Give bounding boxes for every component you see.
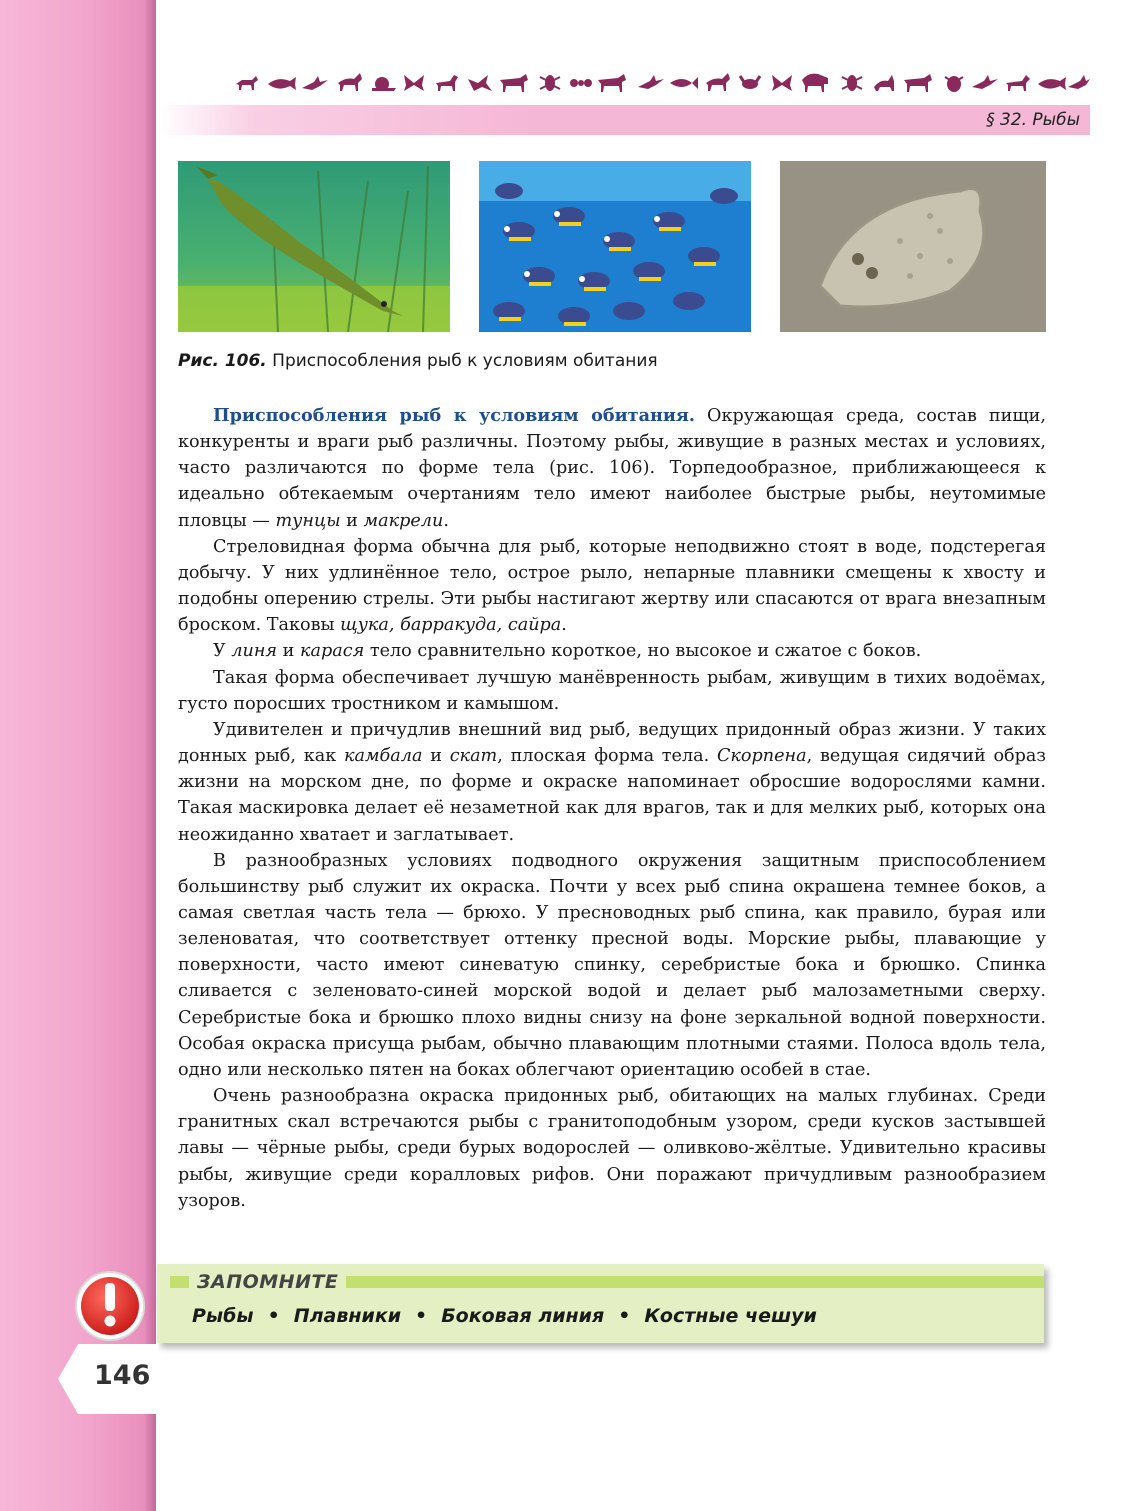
bull-icon (500, 74, 528, 92)
figure-caption (178, 351, 658, 371)
paragraph (178, 638, 1046, 664)
bird-icon (638, 75, 664, 89)
text-run: . (561, 615, 567, 636)
whale-icon (1038, 77, 1066, 90)
text-run: и (422, 746, 450, 767)
term-ray: скат (449, 746, 498, 767)
section-header-band (160, 105, 1090, 135)
term-separator: • (267, 1305, 280, 1327)
term-crucian: карася (300, 641, 365, 662)
text-run: . (443, 510, 449, 531)
beetle-icon (945, 76, 963, 92)
lead-heading: Приспособления рыб к условиям обитания. (213, 405, 696, 426)
remember-title: ЗАПОМНИТЕ (189, 1271, 346, 1293)
remember-terms (192, 1305, 817, 1327)
paragraph (178, 534, 1046, 639)
bull-icon (904, 74, 932, 92)
horse-icon (706, 73, 730, 91)
text-run: и (277, 641, 301, 662)
body-text (178, 403, 1046, 1214)
tropical-fish-school-photo (479, 161, 751, 332)
insect-icon (842, 75, 862, 91)
deer-icon (236, 76, 258, 90)
horse-icon (338, 73, 362, 91)
bird-icon (468, 75, 492, 91)
fish-icon (670, 77, 698, 89)
text-run: , плоская форма тела. (497, 746, 717, 767)
bull-icon (598, 74, 626, 92)
paragraph: В разнообразных условиях подводного окружения защитным приспособлением большинству рыб служит их окраска. Почти у всех рыб спина окрашена темнее боков, а самая светлая часть тела — брюхо. У пресноводных рыб спина, как правило, бурая или зеленоватая, что соответствует оттенку пресной воды. Морские рыбы, плавающие у поверхности, часто имеют синеватую спинку, серебристые бока и брюшко. Спинка сливается с зеленовато-синей морской водой и делает рыб малозаметными сверху. Серебристые бока и брюшко плохо видны снизу на фоне зеркальной водной поверхности. Особая окраска присуща рыбам, обычно плавающим плотными стаями. Полоса вдоль тела, одно или несколько пятен на боках облегчают ориентацию особей в стае. (178, 850, 1046, 1080)
term-tuna: тунцы (275, 510, 341, 531)
text-run: Стреловидная форма обычна для рыб, которые неподвижно стоят в воде, подстерегая добычу. У них удлинённое тело, острое рыло, непарные плавники смещены к хвосту и подобны оперению стрелы. Эти рыбы настигают жертву или спасаются от врага внезапным броском. Таковы (178, 536, 1046, 636)
exclamation-icon (73, 1269, 147, 1343)
paragraph: Очень разнообразна окраска придонных рыб, обитающих на малых глубинах. Среди гранитных скал встречаются рыбы с гранитоподобным узором, среди кусков застывшей лавы — чёрные рыбы, среди бурых водорослей — оливково-жёлтые. Удивительно красивы рыбы, живущие среди коралловых рифов. Они поражают причудливым разнообразием узоров. (178, 1086, 1046, 1211)
term-fins: Плавники (293, 1305, 402, 1327)
butterfly-icon (772, 75, 792, 91)
crab-icon (740, 76, 760, 89)
term-flounder: камбала (343, 746, 423, 767)
text-run: Окружающая среда, состав пищи, конкуренты и враги рыб различны. Поэтому рыбы, живущие в разных местах и условиях, часто различаются по форме тела (рис. 106). Торпедообразное, приближающееся к идеально обтекаемым очертаниям тело имеют наиболее быстрые рыбы, неутомимые пловцы — (178, 406, 1047, 531)
text-run: У (213, 641, 232, 662)
animal-icons-strip (228, 68, 1090, 98)
figure-caption-text: Приспособления рыб к условиям обитания (266, 351, 658, 371)
term-separator: • (415, 1305, 428, 1327)
goat-icon (436, 75, 458, 91)
term-tench: линя (231, 641, 278, 662)
term-fish: Рыбы (192, 1305, 254, 1327)
text-run: и (340, 510, 364, 531)
term-separator: • (618, 1305, 631, 1327)
pike-photo (178, 161, 450, 332)
section-title: § 32. Рыбы (986, 110, 1080, 130)
snail-icon (372, 77, 396, 91)
text-run: , ведущая сидячий образ жизни на морском дне, по форме и окраске напоминает обросшие водорослями камни. Такая маскировка делает её незаметной как для врагов, так и для мелких рыб, которых она неожиданно хватает и заглатывает. (178, 746, 1047, 845)
bison-icon (802, 74, 828, 92)
text-run: тело сравнительно короткое, но высокое и сжатое с боков. (364, 641, 922, 662)
term-list: щука, барракуда, сайра (340, 615, 562, 636)
paragraph: Такая форма обеспечивает лучшую манёвренность рыбам, живущим в тихих водоёмах, густо поросших тростником и камышом. (178, 667, 1046, 714)
paragraph (178, 403, 1046, 534)
term-lateral-line: Боковая линия (441, 1305, 605, 1327)
text-run: Удивителен и причудлив внешний вид рыб, ведущих придонный образ жизни. У таких донных рыб, как (178, 719, 1046, 767)
term-mackerel: макрели (363, 510, 444, 531)
cat-icon (874, 75, 894, 91)
bird-icon (302, 76, 328, 90)
paragraph (178, 717, 1046, 848)
bird-icon (972, 75, 998, 89)
bird-icon (1068, 75, 1090, 89)
figure-label: Рис. 106. (178, 351, 267, 371)
whale-icon (268, 77, 296, 90)
term-bony-scales: Костные чешуи (644, 1305, 817, 1327)
dog-icon (1006, 75, 1030, 91)
flounder-photo (780, 161, 1046, 332)
page-number: 146 (94, 1360, 151, 1391)
ant-icon (570, 79, 592, 87)
insect-icon (540, 75, 560, 91)
butterfly-icon (404, 75, 424, 91)
term-scorpionfish: Скорпена (716, 746, 807, 767)
